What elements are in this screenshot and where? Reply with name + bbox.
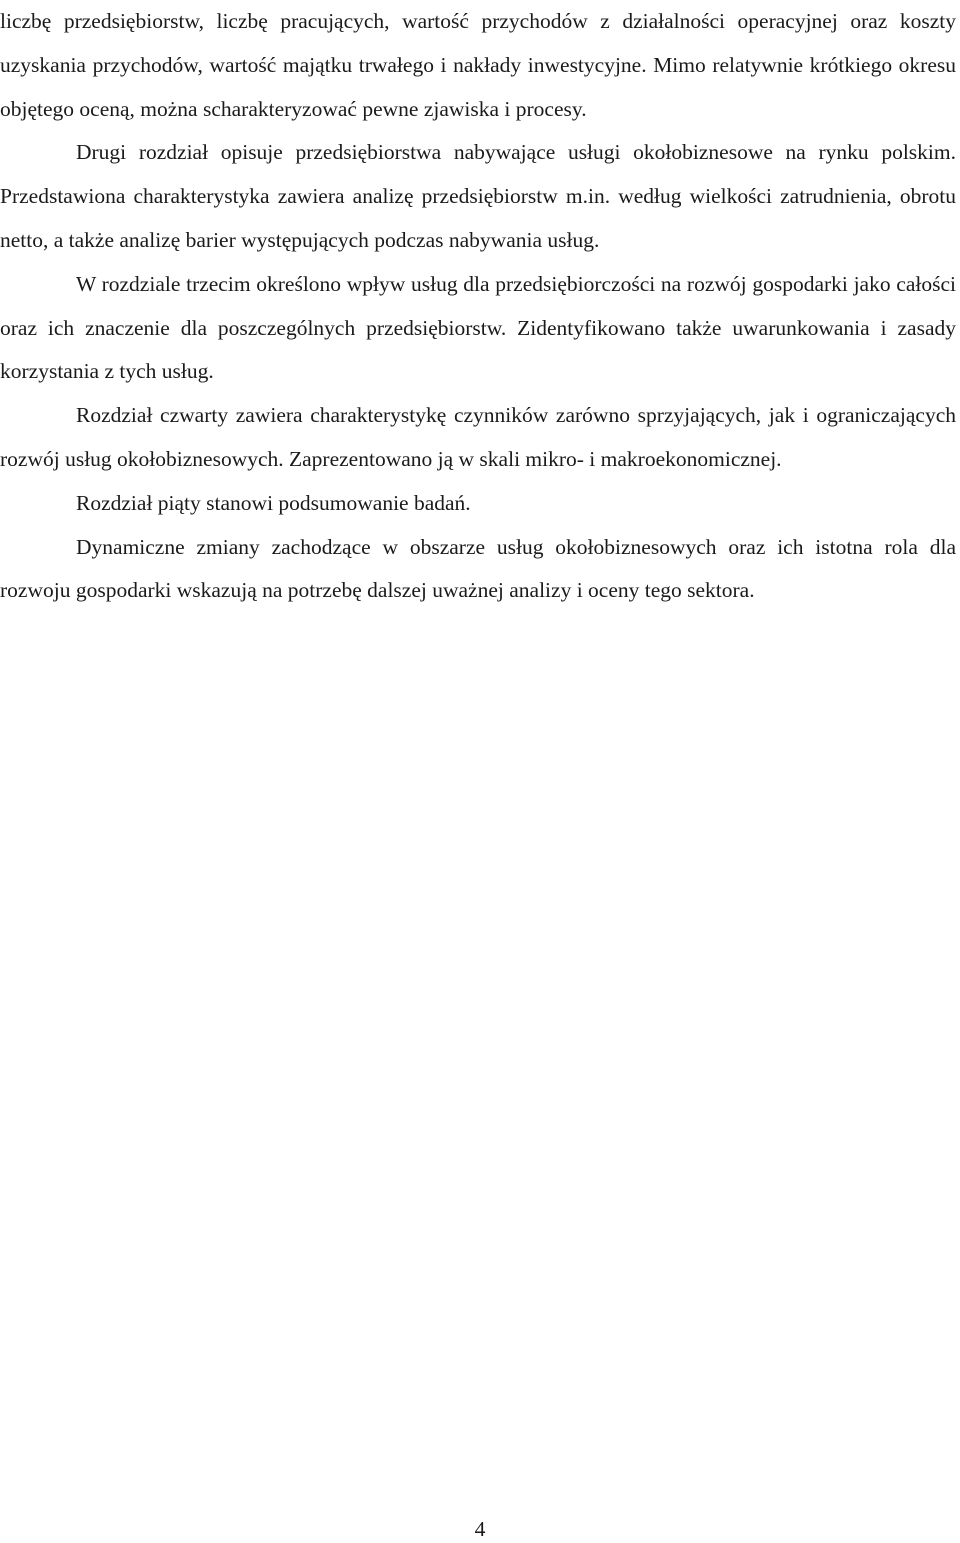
page-number: 4 <box>474 1517 486 1541</box>
paragraph-chapter-five: Rozdział piąty stanowi podsumowanie badań. <box>76 490 471 515</box>
paragraph-continuation: liczbę przedsiębiorstw, liczbę pracujących, wartość przychodów z działalności operacyjnej oraz koszty uzyskania przychodów, wartość majątku trwałego i nakłady inwestycyjne. Mimo relatywnie krótkiego okresu objętego oceną, można scharakteryzować pewne zjawiska i procesy. <box>0 9 956 121</box>
body-text <box>0 0 956 613</box>
paragraph-chapter-three: W rozdziale trzecim określono wpływ usług dla przedsiębiorczości na rozwój gospodarki jako całości oraz ich znaczenie dla poszczególnych przedsiębiorstw. Zidentyfikowano także uwarunkowania i zasady korzystania z tych usług. <box>0 271 956 384</box>
paragraph-chapter-four: Rozdział czwarty zawiera charakterystykę czynników zarówno sprzyjających, jak i ograniczających rozwój usług okołobiznesowych. Zaprezentowano ją w skali mikro- i makroekonomicznej. <box>0 403 956 471</box>
paragraph-conclusion: Dynamiczne zmiany zachodzące w obszarze usług okołobiznesowych oraz ich istotna rola dla rozwoju gospodarki wskazują na potrzebę dalszej uważnej analizy i oceny tego sektora. <box>0 534 956 603</box>
paragraph-chapter-two: Drugi rozdział opisuje przedsiębiorstwa nabywające usługi okołobiznesowe na rynku polskim. Przedstawiona charakterystyka zawiera analizę przedsiębiorstw m.in. według wielkości zatrudnienia, obrotu netto, a także analizę barier występujących podczas nabywania usług. <box>0 140 956 252</box>
